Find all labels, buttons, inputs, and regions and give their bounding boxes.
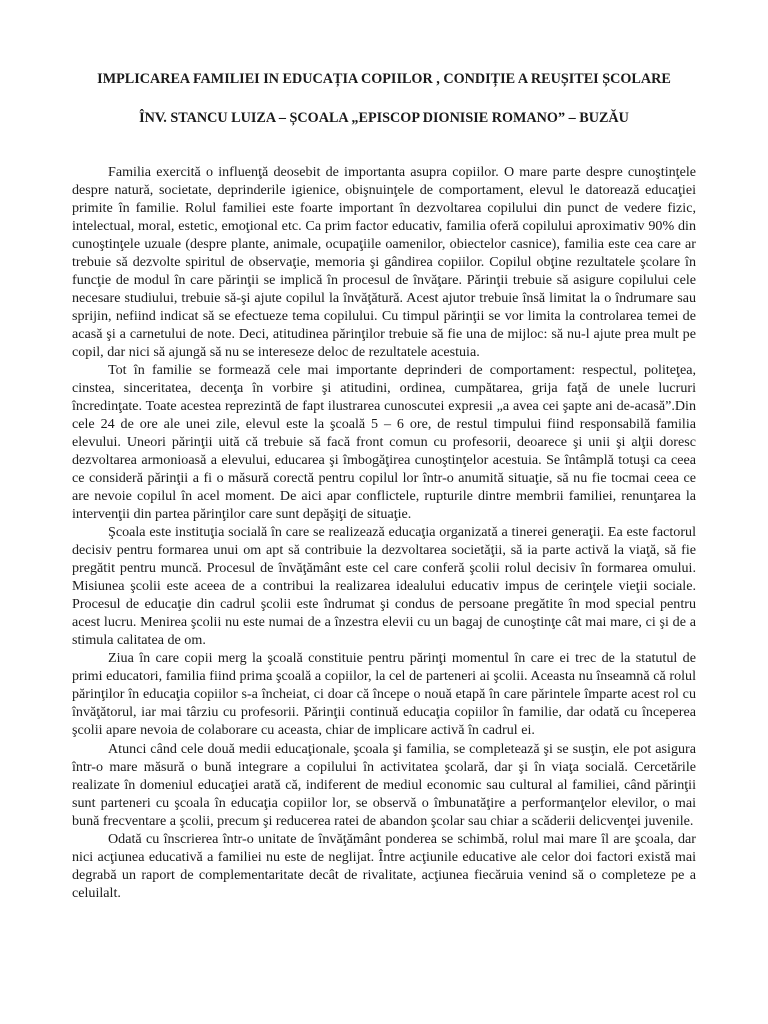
document-body: [72, 163, 696, 902]
document-title: IMPLICAREA FAMILIEI IN EDUCAȚIA COPIILOR , CONDIȚIE A REUȘITEI ȘCOLARE: [97, 71, 671, 87]
author-line: ÎNV. STANCU LUIZA – ȘCOALA „EPISCOP DIONISIE ROMANO” – BUZĂU: [139, 110, 629, 126]
paragraph: Şcoala este instituţia socială în care se realizează educaţia organizată a tinerei generaţii. Ea este factorul decisiv pentru formarea unui om apt să contribuie la dezvoltarea societăţii, să ia parte activă la viaţă, să fie pregătit pentru muncă. Procesul de învăţământ este cel care conferă şcolii rolul decisiv în formarea omului. Misiunea şcolii este aceea de a contribui la realizarea idealului educativ impus de cerinţele vieţii sociale. Procesul de educaţie din cadrul şcolii este îndrumat şi condus de persoane pregătite în mod special pentru acest lucru. Menirea şcolii nu este numai de a înzestra elevii cu un bagaj de cunoştinţe cât mai mare, ci şi de a stimula calitatea de om.: [72, 524, 696, 649]
paragraph: Odată cu înscrierea într-o unitate de învăţământ ponderea se schimbă, rolul mai mare îl are şcoala, dar nici acţiunea educativă a familiei nu este de neglijat. Între acţiunile educative ale celor doi factori există mai degrabă un raport de complementaritate decât de rivalitate, acţiunea fiecăruia venind să o completeze pe a celuilalt.: [72, 830, 696, 901]
paragraph: Atunci când cele două medii educaţionale, şcoala şi familia, se completează şi se susţin, ele pot asigura într-o mare măsură o bună integrare a copilului în activitatea şcolară, dar şi în viaţa socială. Cercetările realizate în domeniul educaţiei arată că, indiferent de mediul economic sau cultural al familiei, când părinţii sunt parteneri cu şcoala în educaţia copiilor lor, se observă o îmbunatăţire a performanţelor elevilor, o mai bună frecventare a şcolii, precum şi reducerea ratei de abandon şcolar sau chiar a scăderii delicvenţei juvenile.: [72, 740, 696, 829]
paragraph: Ziua în care copii merg la şcoală constituie pentru părinţi momentul în care ei trec de la statutul de primi educatori, familia fiind prima şcoală a copiilor, la cel de parteneri ai şcolii. Aceasta nu înseamnă că rolul părinţilor în educaţia copiilor s-a încheiat, ci doar că începe o nouă etapă în care părintele împarte acest rol cu învăţătorul, iar mai târziu cu profesorii. Părinţii continuă educaţia copiilor în familie, dar odată cu începerea şcolii apare nevoia de colaborare cu aceasta, chiar de implicare activă în cadrul ei.: [72, 650, 696, 739]
paragraph: Tot în familie se formează cele mai importante deprinderi de comportament: respectul, politeţea, cinstea, sinceritatea, decenţa în vorbire şi atitudini, ordinea, cumpătarea, grija faţă de unele lucruri încredinţate. Toate acestea reprezintă de fapt ilustrarea cunoscutei expresii „a avea cei şapte ani de-acasă”.Din cele 24 de ore ale unei zile, elevul este la şcoală 5 – 6 ore, de restul timpului fiind responsabilă familia elevului. Uneori părinţii uită că trebuie să facă front comun cu profesorii, deoarece şi unii şi alţii doresc dezvoltarea armonioasă a elevului, educarea şi îmbogăţirea cunoştinţelor acestuia. Se întâmplă totuşi ca ceea ce consideră părinţii a fi o măsură corectă pentru copilul lor într-o anumită situaţie, să nu fie tocmai ceea ce are nevoie copilul în acel moment. De aici apar conflictele, rupturile dintre membrii familiei, renunţarea la intervenţii din partea părinţilor care sunt depăşiţi de situaţie.: [72, 362, 696, 523]
paragraph: Familia exercită o influenţă deosebit de importanta asupra copiilor. O mare parte despre cunoştinţele despre natură, societate, deprinderile igienice, obişnuinţele de comportament, elevul le datorează educaţiei primite în familie. Rolul familiei este foarte important în dezvoltarea copilului din punct de vedere fizic, intelectual, moral, estetic, emoţional etc. Ca prim factor educativ, familia oferă copilului aproximativ 90% din cunoştinţele uzuale (despre plante, animale, ocupaţiile oamenilor, obiectelor casnice), familia este cea care ar trebuie să dezvolte spiritul de observaţie, memoria şi gândirea copiilor. Copilul obţine rezultatele şcolare în funcţie de modul în care părinţii se implică în procesul de învăţare. Părinţii trebuie să asigure copilului cele necesare studiului, trebuie să-şi ajute copilul la învăţătură. Acest ajutor trebuie însă limitat la o îndrumare sau sprijin, nefiind indicat să se efectueze tema copilului. Cu timpul părinţii se vor limita la controlarea temei de acasă şi a carnetului de note. Deci, atitudinea părinţilor trebuie să fie una de mijloc: să nu-l ajute prea mult pe copil, dar nici să ajungă să nu se intereseze deloc de rezultatele acestuia.: [72, 164, 696, 361]
